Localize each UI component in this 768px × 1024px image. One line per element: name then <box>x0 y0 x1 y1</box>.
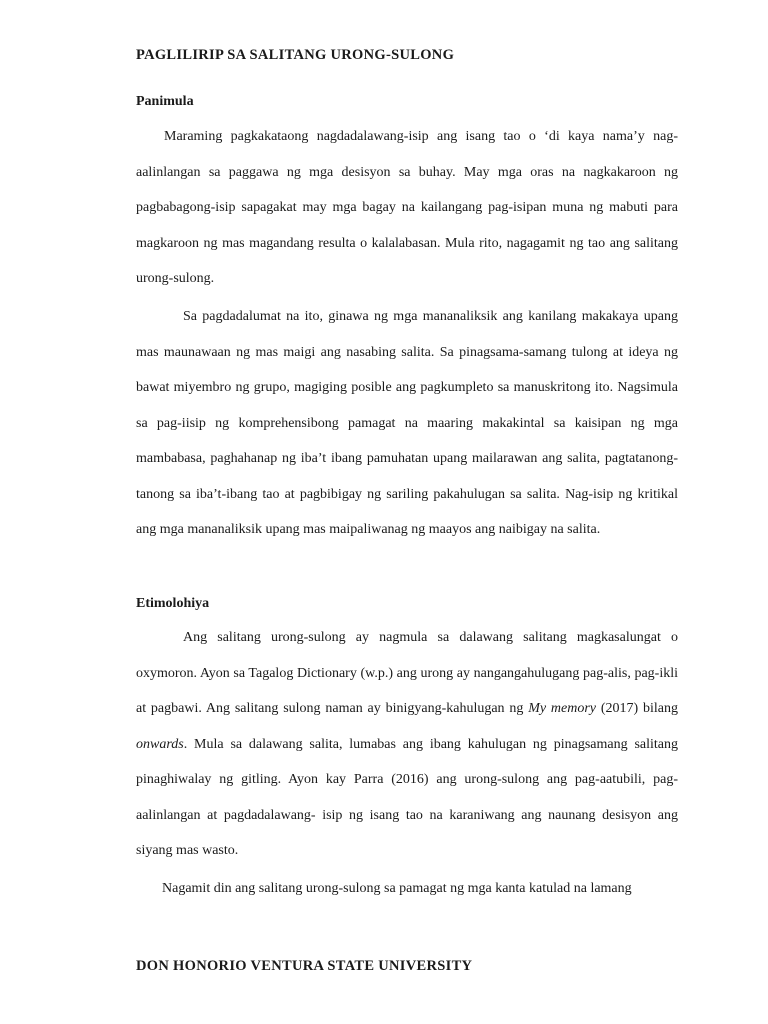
page-footer: DON HONORIO VENTURA STATE UNIVERSITY <box>136 958 473 974</box>
etimolohiya-text-c: . Mula sa dalawang salita, lumabas ang ibang kahulugan ng pinagsamang salitang pinaghiwalay ng gitling. Ayon kay Parra (2016) ang urong-sulong ang pag-aatubili, pag-aalinlangan at pagdadalawang- isip ng isang tao na karaniwang ang naunang desisyon ang siyang mas wasto. <box>136 736 678 858</box>
panimula-paragraph-1: Maraming pagkakataong nagdadalawang-isip ang isang tao o ‘di kaya nama’y nag-aalinlangan sa paggawa ng mga desisyon sa buhay. May mga oras na nagkakaroon ng pagbabagong-isip sapagakat may mga bagay na kailangang pag-isipan muna ng mabuti para magkaroon ng mas magandang resulta o kalalabasan. Mula rito, nagagamit ng tao ang salitang urong-sulong. <box>136 129 678 286</box>
section-heading-etimolohiya: Etimolohiya <box>136 596 210 611</box>
source-my-memory: My memory <box>528 701 597 716</box>
panimula-paragraph-2: Sa pagdadalumat na ito, ginawa ng mga mananaliksik ang kanilang makakaya upang mas maunawaan ng mas maigi ang nasabing salita. Sa pinagsama-samang tulong at ideya ng bawat miyembro ng grupo, magiging posible ang pagkumpleto sa manuskritong ito. Nagsimula sa pag-iisip ng komprehensibong pamagat na maaring makakintal sa kaisipan ng mga mambabasa, paghahanap ng iba’t ibang pamuhatan upang mailarawan ang salita, pagtatanong-tanong sa iba’t-ibang tao at pagbibigay ng sariling pakahulugan sa salita. Nag-isip ng kritikal ang mga mananaliksik upang mas maipaliwanag ng maayos ang naibigay na salita. <box>136 309 678 537</box>
etimolohiya-paragraph-2: Nagamit din ang salitang urong-sulong sa pamagat ng mga kanta katulad na lamang <box>162 881 632 896</box>
etimolohiya-text-b: (2017) bilang <box>596 701 678 716</box>
document-title: PAGLILIRIP SA SALITANG URONG-SULONG <box>136 47 455 63</box>
etimolohiya-text-a: Ang salitang urong-sulong ay nagmula sa dalawang salitang magkasalungat o oxymoron. Ayon sa Tagalog Dictionary (w.p.) ang urong ay nangangahulugang pag-alis, pag-ikli at pagbawi. Ang salitang sulong naman ay binigyang-kahulugan ng <box>136 630 678 716</box>
etimolohiya-paragraph-1 <box>136 620 678 869</box>
section-heading-panimula: Panimula <box>136 94 194 109</box>
term-onwards: onwards <box>136 736 184 752</box>
document-page <box>136 0 678 1024</box>
